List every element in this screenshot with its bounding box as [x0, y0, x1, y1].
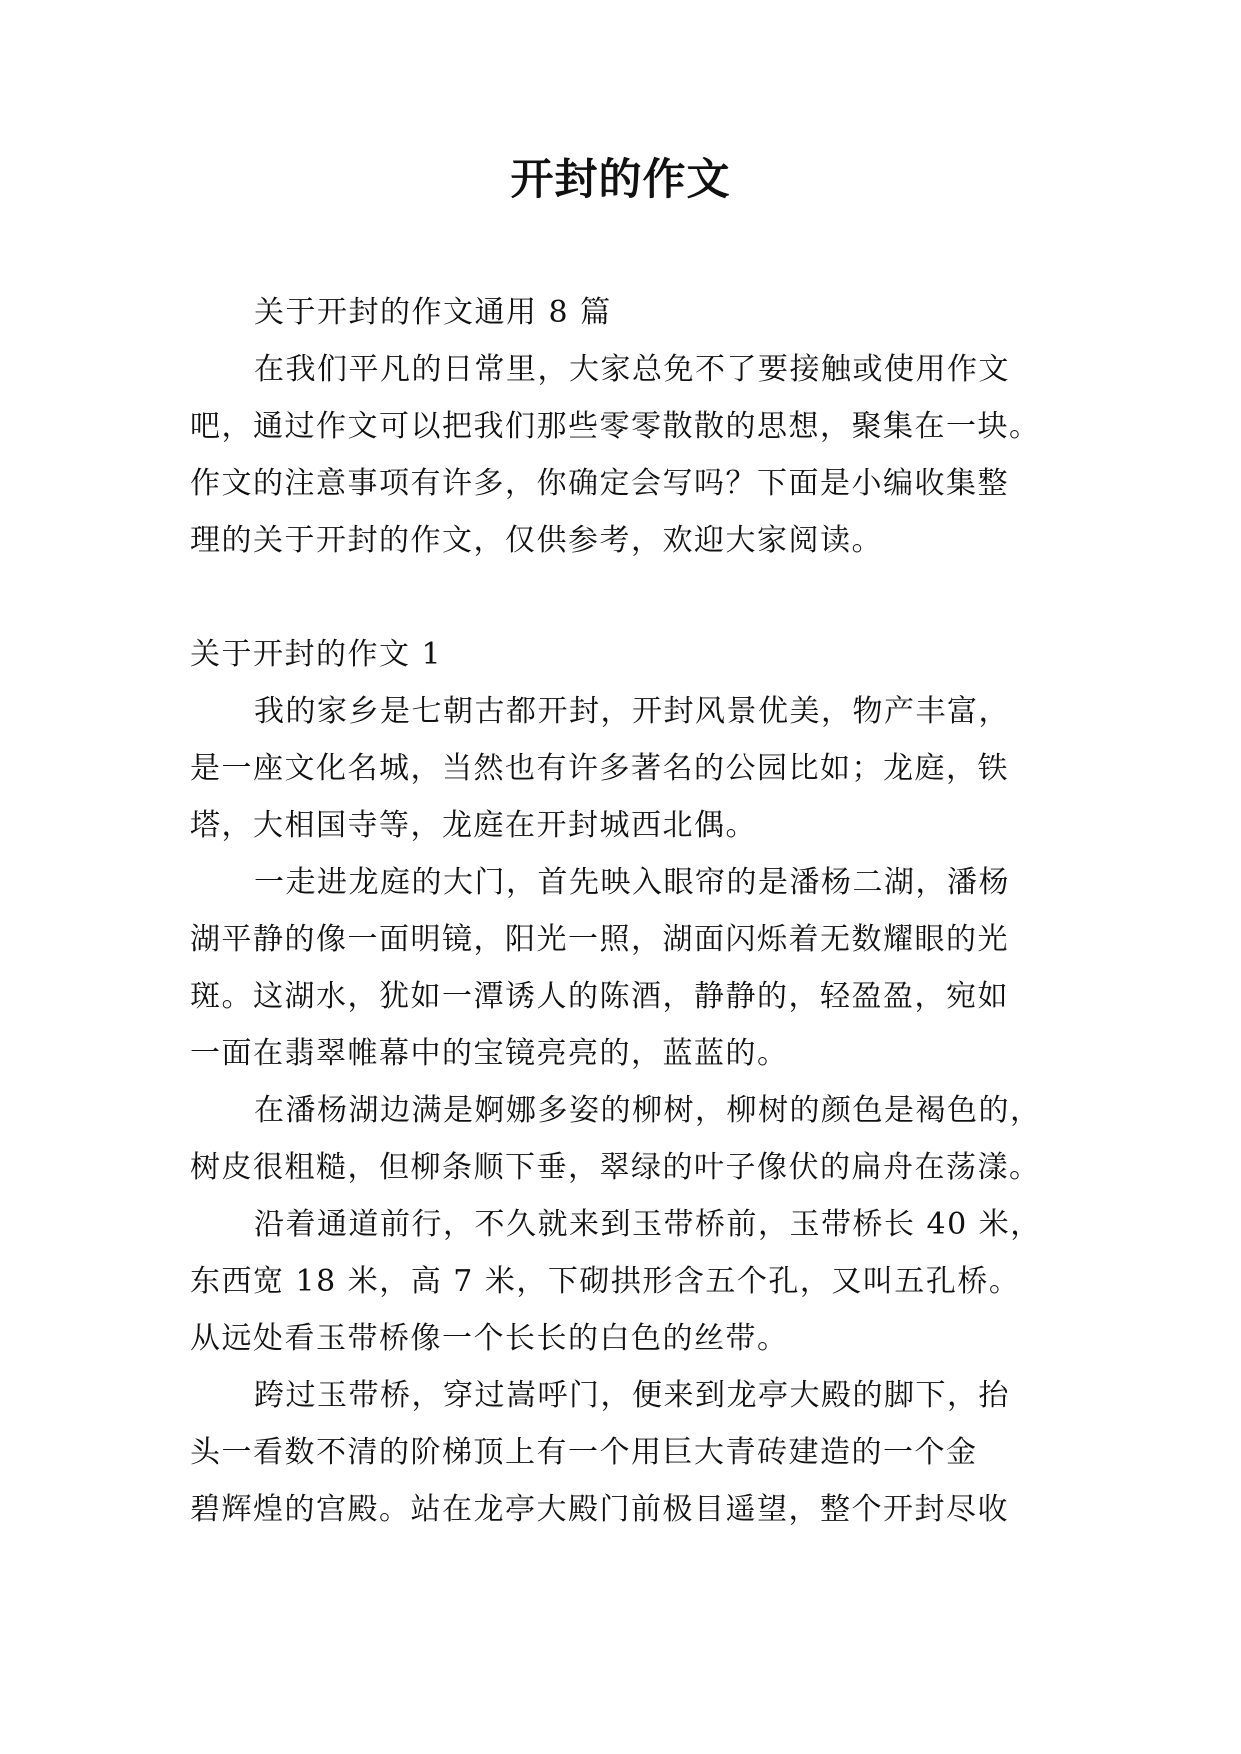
paragraph-line: 斑。这湖水，犹如一潭诱人的陈酒，静静的，轻盈盈，宛如 [190, 979, 1009, 1014]
paragraph-line: 理的关于开封的作文，仅供参考，欢迎大家阅读。 [190, 523, 883, 558]
paragraph-line: 我的家乡是七朝古都开封，开封风景优美，物产丰富， [254, 694, 1010, 729]
document-body [190, 284, 1060, 1538]
paragraph-line: 是一座文化名城，当然也有许多著名的公园比如；龙庭，铁 [190, 751, 1009, 786]
paragraph-line: 东西宽 18 米，高 7 米，下砌拱形含五个孔，又叫五孔桥。 [190, 1264, 1021, 1299]
paragraph-line: 沿着通道前行，不久就来到玉带桥前，玉带桥长 40 米， [254, 1207, 1042, 1242]
paragraph-line: 一面在翡翠帷幕中的宝镜亮亮的，蓝蓝的。 [190, 1036, 789, 1071]
subtitle-line: 关于开封的作文通用 8 篇 [254, 295, 612, 330]
paragraph-line: 在潘杨湖边满是婀娜多姿的柳树，柳树的颜色是褐色的， [254, 1093, 1042, 1128]
paragraph-line: 一走进龙庭的大门，首先映入眼帘的是潘杨二湖，潘杨 [254, 865, 1010, 900]
paragraph-line: 树皮很粗糙，但柳条顺下垂，翠绿的叶子像伏的扁舟在荡漾。 [190, 1150, 1041, 1185]
paragraph-line: 从远处看玉带桥像一个长长的白色的丝带。 [190, 1321, 789, 1356]
blank-line [190, 569, 1060, 626]
paragraph-line: 作文的注意事项有许多，你确定会写吗？下面是小编收集整 [190, 466, 1009, 501]
section-heading: 关于开封的作文 1 [190, 637, 443, 672]
paragraph-line: 在我们平凡的日常里，大家总免不了要接触或使用作文 [254, 352, 1010, 387]
paragraph-line: 吧，通过作文可以把我们那些零零散散的思想，聚集在一块。 [190, 409, 1041, 444]
paragraph-line: 塔，大相国寺等，龙庭在开封城西北偶。 [190, 808, 757, 843]
paragraph-line: 头一看数不清的阶梯顶上有一个用巨大青砖建造的一个金 [190, 1435, 978, 1470]
paragraph-line: 湖平静的像一面明镜，阳光一照，湖面闪烁着无数耀眼的光 [190, 922, 1009, 957]
paragraph-line: 碧辉煌的宫殿。站在龙亭大殿门前极目遥望，整个开封尽收 [190, 1492, 1009, 1527]
paragraph-line: 跨过玉带桥，穿过嵩呼门，便来到龙亭大殿的脚下，抬 [254, 1378, 1010, 1413]
document-title: 开封的作文 [510, 155, 731, 205]
